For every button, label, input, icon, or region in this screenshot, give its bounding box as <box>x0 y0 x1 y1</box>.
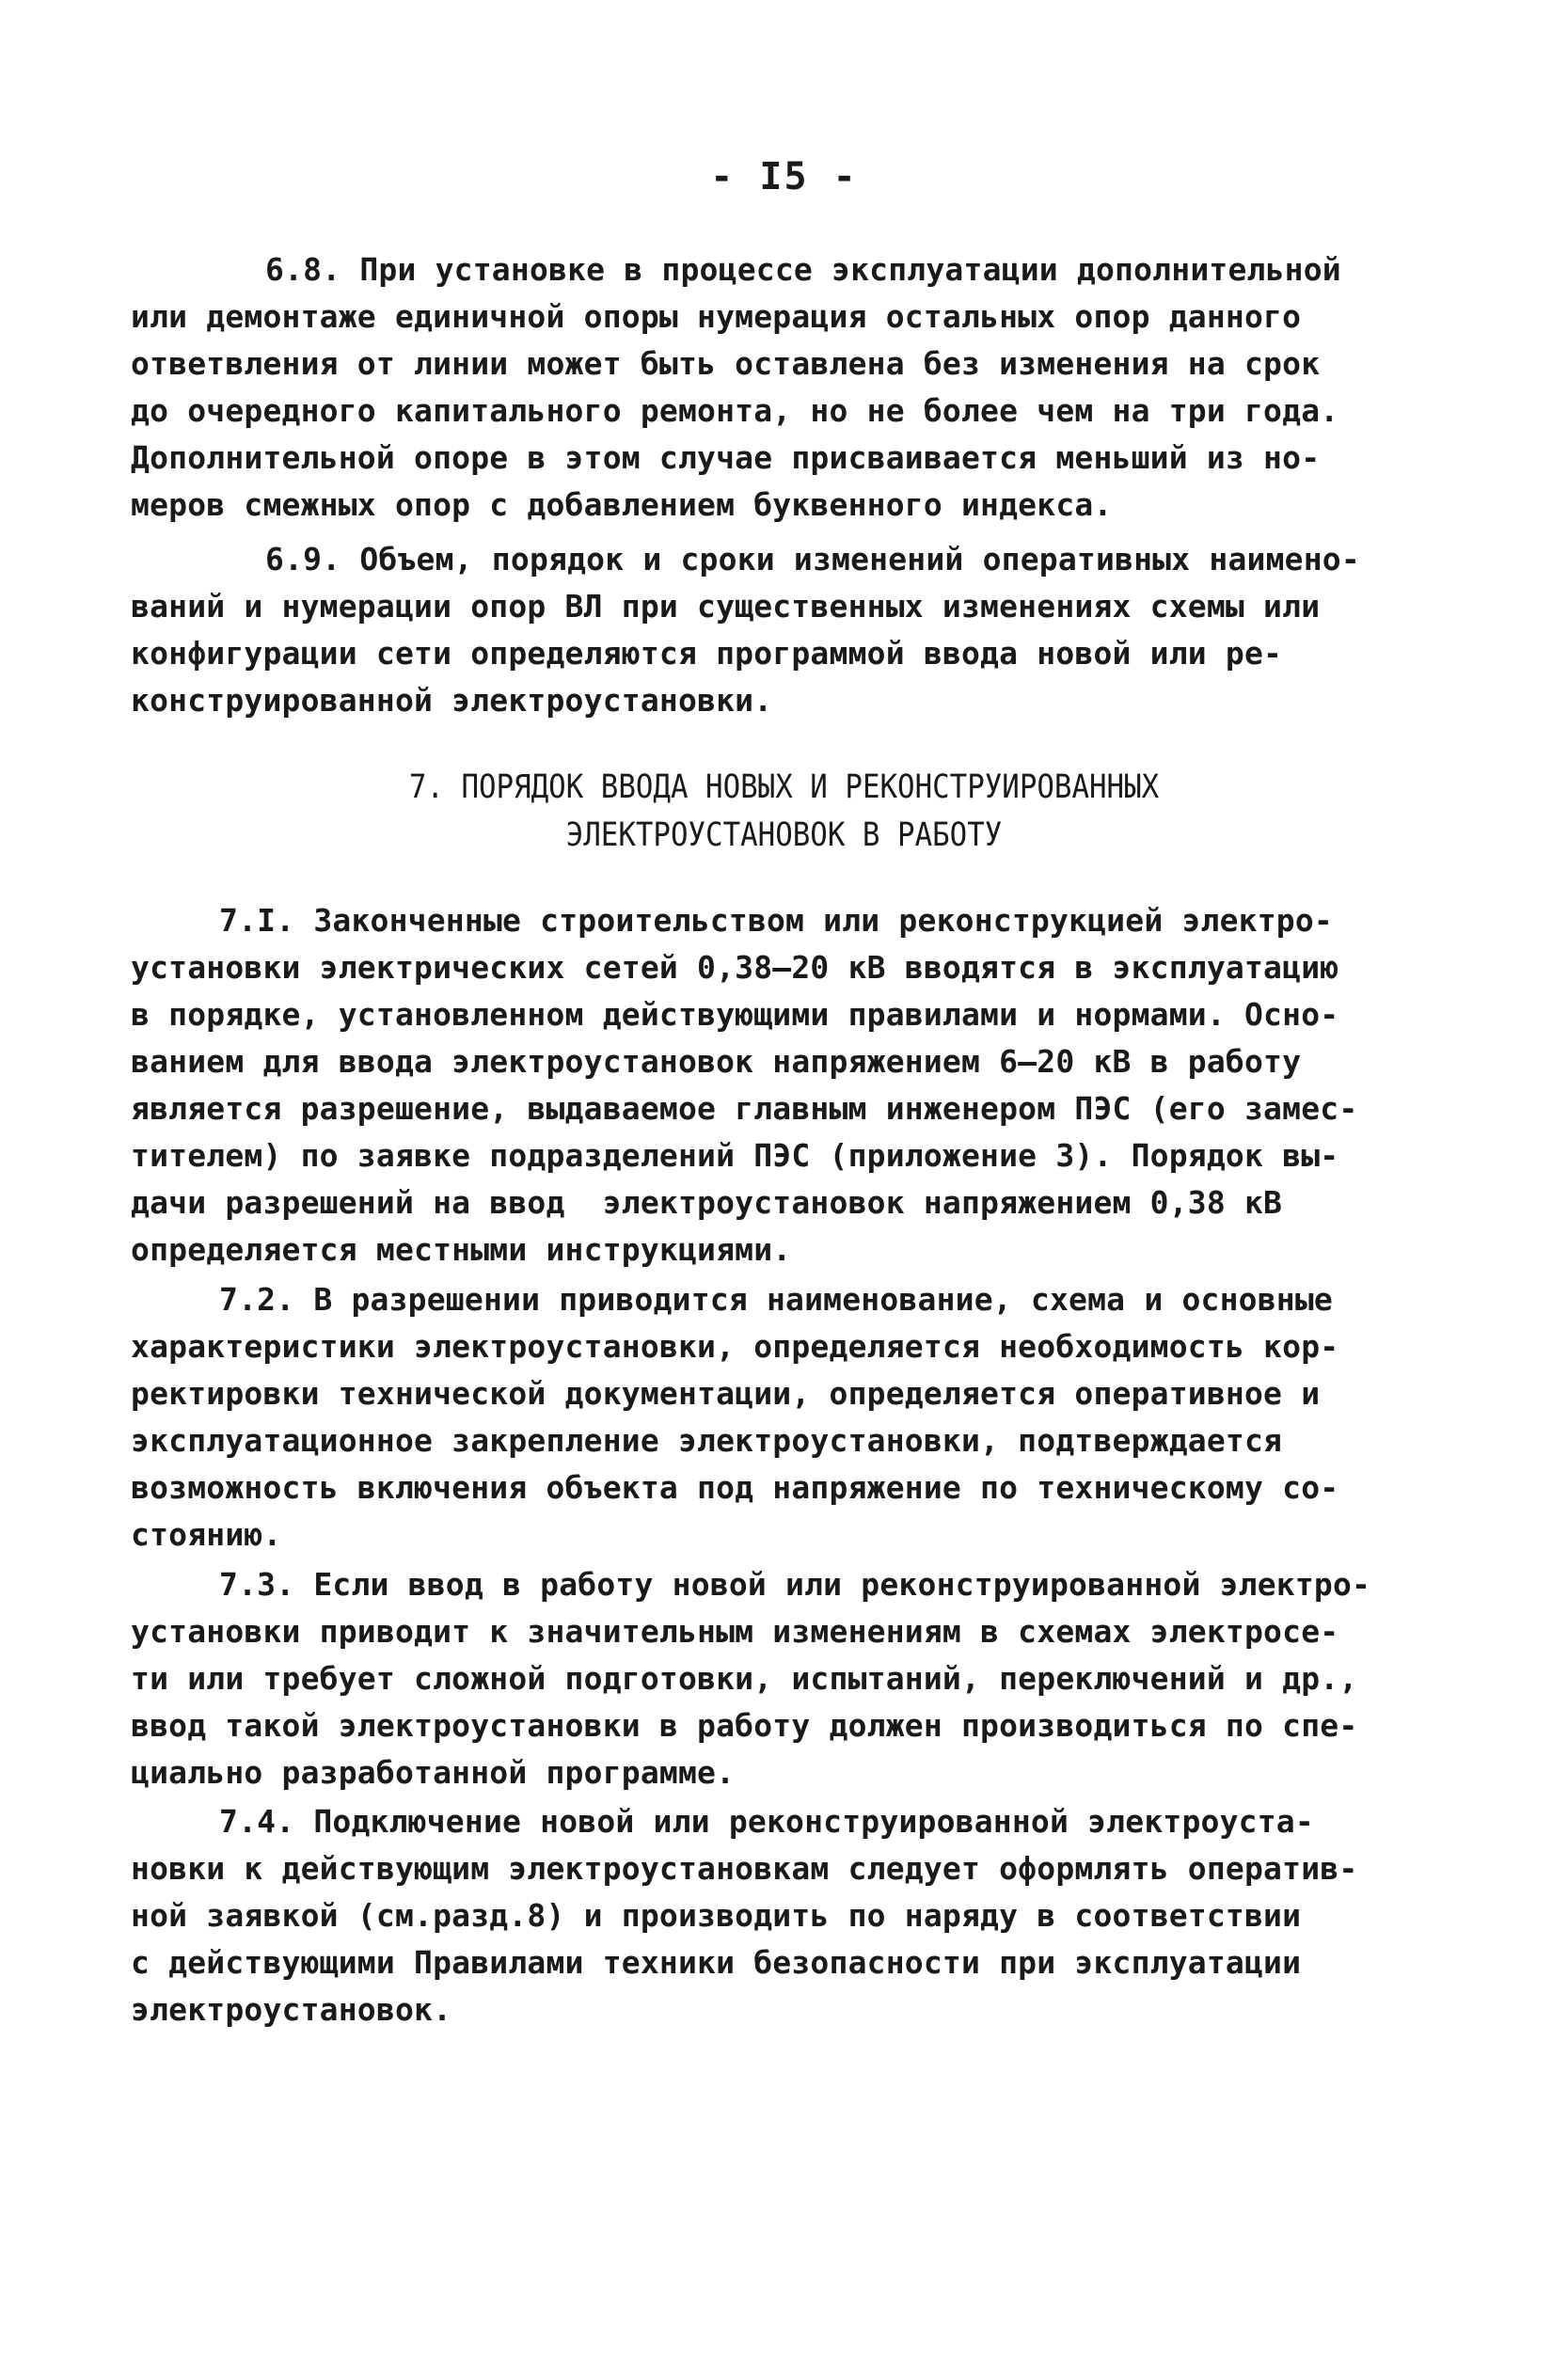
section-7-3-line: ввод такой электроустановки в работу должен производиться по спе- <box>131 1707 1358 1744</box>
section-7-4-line: 7.4. Подключение новой или реконструированной электроуста- <box>219 1803 1314 1840</box>
section-6-9-line: 6.9. Объем, порядок и сроки изменений оперативных наимено- <box>265 541 1360 577</box>
section-7-4-line: новки к действующим электроустановкам следует оформлять оператив- <box>131 1850 1358 1887</box>
section-6-9-line: конфигурации сети определяются программой ввода новой или ре- <box>131 635 1283 672</box>
section-7-1-line: дачи разрешений на ввод электроустановок напряжением 0,38 кВ <box>131 1184 1283 1221</box>
section-6-8-line: Дополнительной опоре в этом случае присваивается меньший из но- <box>131 439 1321 476</box>
section-7-4-line: с действующими Правилами техники безопасности при эксплуатации <box>131 1944 1302 1981</box>
section-7-3-line: 7.3. Если ввод в работу новой или реконструированной электро- <box>219 1566 1371 1603</box>
section-7-3-line: установки приводит к значительным изменениям в схемах электросе- <box>131 1613 1339 1650</box>
section-7-1-line: определяется местными инструкциями. <box>131 1231 792 1268</box>
chapter-7-heading-line1: 7. ПОРЯДОК ВВОДА НОВЫХ И РЕКОНСТРУИРОВАННЫХ <box>408 768 1160 806</box>
section-7-1-line: ванием для ввода электроустановок напряжением 6–20 кВ в работу <box>131 1043 1302 1080</box>
section-7-2-line: возможность включения объекта под напряжение по техническому со- <box>131 1469 1339 1506</box>
section-7-1-line: является разрешение, выдаваемое главным инженером ПЭС (его замес- <box>131 1090 1358 1127</box>
section-7-2-line: эксплуатационное закрепление электроустановки, подтверждается <box>131 1422 1283 1459</box>
chapter-7-heading-line2: ЭЛЕКТРОУСТАНОВОК В РАБОТУ <box>565 816 1003 854</box>
section-6-9-line: конструированной электроустановки. <box>131 682 773 719</box>
section-6-9-line: ваний и нумерации опор ВЛ при существенных изменениях схемы или <box>131 588 1321 625</box>
section-7-1-line: установки электрических сетей 0,38–20 кВ вводятся в эксплуатацию <box>131 949 1339 986</box>
section-7-1-line: 7.I. Законченные строительством или реконструкцией электро- <box>219 902 1333 939</box>
section-6-8-line: или демонтаже единичной опоры нумерация остальных опор данного <box>131 298 1302 335</box>
section-7-1-line: тителем) по заявке подразделений ПЭС (приложение 3). Порядок вы- <box>131 1137 1339 1174</box>
section-7-1-line: в порядке, установленном действующими правилами и нормами. Осно- <box>131 996 1339 1033</box>
section-7-2-line: стоянию. <box>131 1516 282 1553</box>
section-7-2-line: 7.2. В разрешении приводится наименование, схема и основные <box>219 1281 1333 1318</box>
section-6-8-line: меров смежных опор с добавлением буквенного индекса. <box>131 486 1113 523</box>
section-7-2-line: ректировки технической документации, определяется оперативное и <box>131 1375 1321 1412</box>
section-6-8-line: до очередного капитального ремонта, но не более чем на три года. <box>131 392 1339 429</box>
section-6-8-line: ответвления от линии может быть оставлена без изменения на срок <box>131 345 1321 382</box>
section-7-2-line: характеристики электроустановки, определяется необходимость кор- <box>131 1328 1339 1365</box>
section-7-4-line: ной заявкой (см.разд.8) и производить по наряду в соответствии <box>131 1897 1302 1934</box>
section-7-3-line: циально разработанной программе. <box>131 1754 736 1791</box>
section-6-8-line: 6.8. При установке в процессе эксплуатации дополнительной <box>265 251 1341 288</box>
section-7-3-line: ти или требует сложной подготовки, испытаний, переключений и др., <box>131 1660 1358 1697</box>
section-7-4-line: электроустановок. <box>131 1991 452 2028</box>
page-number: - I5 - <box>710 155 858 198</box>
